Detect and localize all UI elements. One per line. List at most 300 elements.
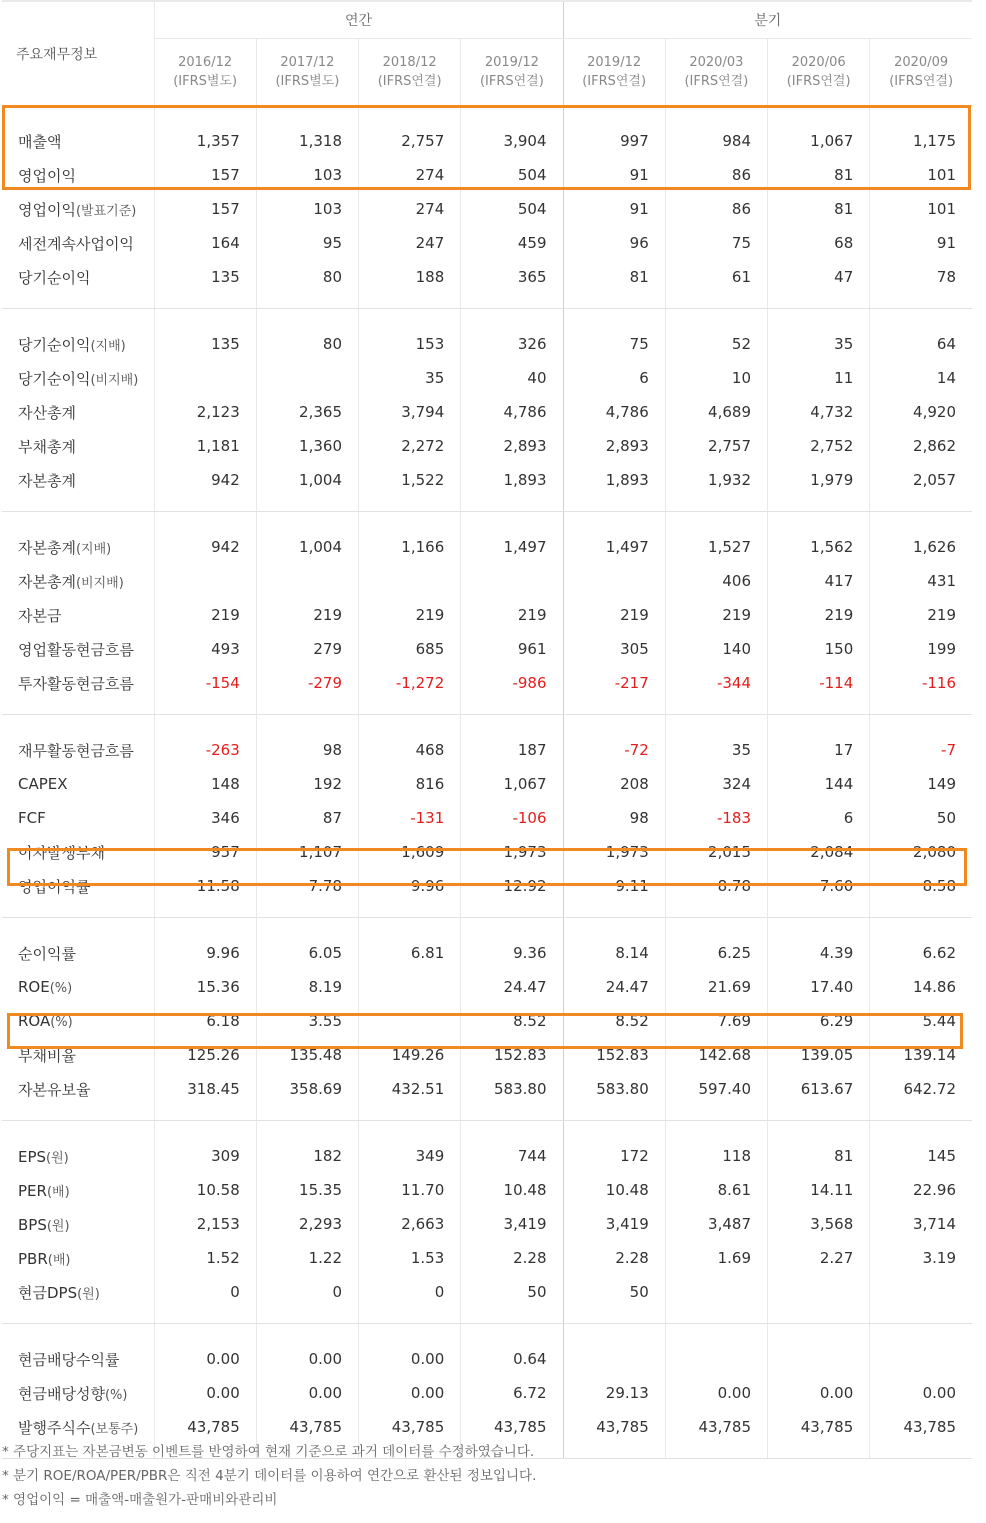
- period-header: [870, 39, 972, 106]
- period-basis: (IFRS연결): [684, 74, 749, 89]
- value-cell: [154, 564, 256, 598]
- table-row: [2, 1207, 972, 1241]
- value-cell: 8.52: [563, 1004, 665, 1038]
- value-cell: 24.47: [563, 970, 665, 1004]
- row-label-main: CAPEX: [18, 775, 68, 793]
- value-cell: 43,785: [359, 1410, 461, 1459]
- value-cell: 318.45: [154, 1072, 256, 1121]
- row-label-main: 영업이익률: [18, 877, 91, 896]
- value-cell: 2,123: [154, 395, 256, 429]
- value-cell: 1,973: [563, 835, 665, 869]
- row-label-main: 매출액: [18, 132, 62, 151]
- table-row: [2, 395, 972, 429]
- row-label: [2, 1275, 154, 1324]
- value-cell: 150: [768, 632, 870, 666]
- value-cell: 187: [461, 715, 563, 768]
- value-cell: 326: [461, 309, 563, 362]
- row-label-main: 현금배당수익률: [18, 1350, 120, 1369]
- value-cell: 8.61: [665, 1173, 767, 1207]
- value-cell: 4,920: [870, 395, 972, 429]
- value-cell: 4,732: [768, 395, 870, 429]
- period-date: 2020/06: [791, 55, 846, 70]
- value-cell: 14.11: [768, 1173, 870, 1207]
- value-cell: 139.05: [768, 1038, 870, 1072]
- value-cell: [359, 564, 461, 598]
- value-cell: 149: [870, 767, 972, 801]
- value-cell: 47: [768, 260, 870, 309]
- value-cell: 3,714: [870, 1207, 972, 1241]
- value-cell: 219: [461, 598, 563, 632]
- value-cell: 101: [870, 192, 972, 226]
- row-label-main: FCF: [18, 809, 46, 827]
- row-label-qualifier: (원): [46, 1150, 69, 1166]
- footnotes: [2, 1440, 536, 1512]
- value-cell: 10.48: [563, 1173, 665, 1207]
- value-cell: 583.80: [563, 1072, 665, 1121]
- row-label-main: 현금배당성향: [18, 1384, 105, 1403]
- value-cell: 80: [256, 309, 358, 362]
- value-cell: 91: [563, 192, 665, 226]
- value-cell: 7.60: [768, 869, 870, 918]
- row-label: [2, 106, 154, 159]
- period-basis: (IFRS별도): [173, 74, 238, 89]
- value-cell: 15.36: [154, 970, 256, 1004]
- row-label-qualifier: (비지배): [90, 372, 139, 388]
- table-row: [2, 918, 972, 971]
- value-cell: 2,153: [154, 1207, 256, 1241]
- value-cell: 199: [870, 632, 972, 666]
- value-cell: 87: [256, 801, 358, 835]
- value-cell: 1,932: [665, 463, 767, 512]
- value-cell: 1,004: [256, 512, 358, 565]
- table-title: 주요재무정보: [2, 1, 154, 106]
- value-cell: 43,785: [154, 1410, 256, 1459]
- row-label-main: 발행주식수: [18, 1418, 91, 1437]
- table-row: [2, 1121, 972, 1174]
- value-cell: 96: [563, 226, 665, 260]
- value-cell: 103: [256, 192, 358, 226]
- value-cell: -72: [563, 715, 665, 768]
- value-cell: 43,785: [665, 1410, 767, 1459]
- value-cell: 219: [256, 598, 358, 632]
- value-cell: 279: [256, 632, 358, 666]
- value-cell: 81: [563, 260, 665, 309]
- value-cell: 3,794: [359, 395, 461, 429]
- value-cell: 6.81: [359, 918, 461, 971]
- value-cell: 2,893: [461, 429, 563, 463]
- value-cell: 1.22: [256, 1241, 358, 1275]
- row-label: [2, 666, 154, 715]
- table-row: [2, 801, 972, 835]
- value-cell: 80: [256, 260, 358, 309]
- value-cell: -279: [256, 666, 358, 715]
- row-label-main: EPS: [18, 1147, 47, 1166]
- value-cell: 1,973: [461, 835, 563, 869]
- value-cell: 1,181: [154, 429, 256, 463]
- value-cell: 961: [461, 632, 563, 666]
- value-cell: 43,785: [461, 1410, 563, 1459]
- row-label-qualifier: (배): [46, 1184, 70, 1200]
- table-row: [2, 463, 972, 512]
- value-cell: 1,893: [461, 463, 563, 512]
- row-label: [2, 309, 154, 362]
- value-cell: 135.48: [256, 1038, 358, 1072]
- value-cell: 6.72: [461, 1376, 563, 1410]
- table-row: [2, 1241, 972, 1275]
- value-cell: 1,067: [768, 106, 870, 159]
- value-cell: 81: [768, 158, 870, 192]
- row-label: [2, 970, 154, 1004]
- value-cell: -183: [665, 801, 767, 835]
- table-row: [2, 158, 972, 192]
- value-cell: 816: [359, 767, 461, 801]
- row-label: [2, 918, 154, 971]
- period-basis: (IFRS연결): [479, 74, 544, 89]
- value-cell: 157: [154, 158, 256, 192]
- value-cell: 1.53: [359, 1241, 461, 1275]
- value-cell: 7.78: [256, 869, 358, 918]
- row-label: [2, 715, 154, 768]
- table-row: [2, 1173, 972, 1207]
- value-cell: 5.44: [870, 1004, 972, 1038]
- value-cell: 8.19: [256, 970, 358, 1004]
- value-cell: 346: [154, 801, 256, 835]
- value-cell: 86: [665, 192, 767, 226]
- value-cell: 40: [461, 361, 563, 395]
- row-label: [2, 463, 154, 512]
- value-cell: 11.70: [359, 1173, 461, 1207]
- table-row: [2, 1324, 972, 1377]
- table-row: [2, 1004, 972, 1038]
- value-cell: -986: [461, 666, 563, 715]
- value-cell: 140: [665, 632, 767, 666]
- table-row: [2, 1072, 972, 1121]
- row-label: [2, 1173, 154, 1207]
- value-cell: 50: [563, 1275, 665, 1324]
- row-label: [2, 1376, 154, 1410]
- value-cell: 1,522: [359, 463, 461, 512]
- row-label-main: 영업이익: [18, 200, 76, 219]
- table-row: [2, 106, 972, 159]
- row-label: [2, 1004, 154, 1038]
- row-label-main: ROA: [18, 1012, 51, 1030]
- value-cell: 0.00: [359, 1324, 461, 1377]
- value-cell: 4,786: [563, 395, 665, 429]
- value-cell: 3,419: [563, 1207, 665, 1241]
- table-row: [2, 309, 972, 362]
- value-cell: 172: [563, 1121, 665, 1174]
- row-label-qualifier: (비지배): [75, 575, 124, 591]
- value-cell: -263: [154, 715, 256, 768]
- value-cell: 2.28: [461, 1241, 563, 1275]
- value-cell: 2,663: [359, 1207, 461, 1241]
- row-label: [2, 835, 154, 869]
- value-cell: -116: [870, 666, 972, 715]
- value-cell: 1,360: [256, 429, 358, 463]
- value-cell: 139.14: [870, 1038, 972, 1072]
- period-basis: (IFRS연결): [582, 74, 647, 89]
- table-row: [2, 192, 972, 226]
- value-cell: 52: [665, 309, 767, 362]
- row-label-qualifier: (원): [77, 1286, 100, 1302]
- value-cell: 182: [256, 1121, 358, 1174]
- value-cell: 188: [359, 260, 461, 309]
- table-row: [2, 1038, 972, 1072]
- row-label-qualifier: (지배): [75, 541, 112, 557]
- value-cell: 0: [256, 1275, 358, 1324]
- value-cell: 11.58: [154, 869, 256, 918]
- value-cell: 78: [870, 260, 972, 309]
- value-cell: 7.69: [665, 1004, 767, 1038]
- value-cell: 0.00: [256, 1324, 358, 1377]
- value-cell: 1,067: [461, 767, 563, 801]
- row-label-main: 당기순이익: [18, 369, 91, 388]
- value-cell: 1,562: [768, 512, 870, 565]
- value-cell: 0.00: [256, 1376, 358, 1410]
- value-cell: 9.96: [154, 918, 256, 971]
- value-cell: 3.55: [256, 1004, 358, 1038]
- row-label-main: PER: [18, 1181, 47, 1200]
- value-cell: 3,419: [461, 1207, 563, 1241]
- value-cell: 2.28: [563, 1241, 665, 1275]
- value-cell: 43,785: [870, 1410, 972, 1459]
- value-cell: [256, 564, 358, 598]
- value-cell: 1,107: [256, 835, 358, 869]
- value-cell: 4,786: [461, 395, 563, 429]
- value-cell: 613.67: [768, 1072, 870, 1121]
- table-row: [2, 632, 972, 666]
- row-label: [2, 226, 154, 260]
- value-cell: [870, 1324, 972, 1377]
- value-cell: 6.62: [870, 918, 972, 971]
- period-header: [154, 39, 256, 106]
- value-cell: 0.64: [461, 1324, 563, 1377]
- table-row: [2, 1275, 972, 1324]
- period-header: [359, 39, 461, 106]
- value-cell: 1,318: [256, 106, 358, 159]
- row-label-main: 영업이익: [18, 166, 76, 185]
- value-cell: 504: [461, 192, 563, 226]
- value-cell: -217: [563, 666, 665, 715]
- value-cell: 0: [359, 1275, 461, 1324]
- value-cell: 8.14: [563, 918, 665, 971]
- value-cell: 81: [768, 1121, 870, 1174]
- row-label: [2, 1207, 154, 1241]
- value-cell: [870, 1275, 972, 1324]
- value-cell: 2,862: [870, 429, 972, 463]
- value-cell: 274: [359, 192, 461, 226]
- value-cell: 9.96: [359, 869, 461, 918]
- value-cell: 17.40: [768, 970, 870, 1004]
- period-date: 2018/12: [382, 55, 437, 70]
- value-cell: 459: [461, 226, 563, 260]
- row-label: [2, 260, 154, 309]
- row-label: [2, 801, 154, 835]
- row-label: [2, 869, 154, 918]
- value-cell: 14: [870, 361, 972, 395]
- value-cell: 208: [563, 767, 665, 801]
- value-cell: 4,689: [665, 395, 767, 429]
- footnote: * 분기 ROE/ROA/PER/PBR은 직전 4분기 데이터를 이용하여 연간으로 환산된 정보입니다.: [2, 1468, 537, 1484]
- value-cell: 9.36: [461, 918, 563, 971]
- row-label: [2, 192, 154, 226]
- value-cell: 61: [665, 260, 767, 309]
- value-cell: [359, 1004, 461, 1038]
- row-label-main: 당기순이익: [18, 335, 91, 354]
- row-label: [2, 395, 154, 429]
- period-date: 2020/09: [894, 55, 949, 70]
- row-label-main: 세전계속사업이익: [18, 234, 134, 253]
- value-cell: 135: [154, 309, 256, 362]
- table-row: [2, 564, 972, 598]
- value-cell: 91: [563, 158, 665, 192]
- value-cell: 8.52: [461, 1004, 563, 1038]
- row-label-main: 자본금: [18, 606, 62, 625]
- value-cell: 2,365: [256, 395, 358, 429]
- value-cell: 1,609: [359, 835, 461, 869]
- value-cell: 86: [665, 158, 767, 192]
- period-basis: (IFRS별도): [275, 74, 340, 89]
- row-label-qualifier: (지배): [90, 338, 126, 354]
- value-cell: 6.25: [665, 918, 767, 971]
- value-cell: 219: [870, 598, 972, 632]
- value-cell: 8.58: [870, 869, 972, 918]
- value-cell: -106: [461, 801, 563, 835]
- value-cell: 50: [870, 801, 972, 835]
- table-row: [2, 835, 972, 869]
- row-label-main: 자본총계: [18, 471, 76, 490]
- value-cell: 0.00: [768, 1376, 870, 1410]
- value-cell: 1,004: [256, 463, 358, 512]
- row-label: [2, 158, 154, 192]
- value-cell: 1,979: [768, 463, 870, 512]
- value-cell: 1,527: [665, 512, 767, 565]
- value-cell: [768, 1275, 870, 1324]
- value-cell: 3,487: [665, 1207, 767, 1241]
- row-label-main: 재무활동현금흐름: [18, 741, 134, 760]
- value-cell: 6.18: [154, 1004, 256, 1038]
- value-cell: 125.26: [154, 1038, 256, 1072]
- row-label-main: 당기순이익: [18, 268, 91, 287]
- table-row: [2, 361, 972, 395]
- value-cell: 942: [154, 512, 256, 565]
- row-label-qualifier: (%): [50, 1015, 73, 1030]
- value-cell: 135: [154, 260, 256, 309]
- row-label-main: 자본유보율: [18, 1080, 91, 1099]
- value-cell: 14.86: [870, 970, 972, 1004]
- value-cell: 35: [359, 361, 461, 395]
- row-label-main: 현금DPS: [18, 1283, 78, 1302]
- row-label-main: 자산총계: [18, 403, 76, 422]
- value-cell: 1,166: [359, 512, 461, 565]
- value-cell: 43,785: [563, 1410, 665, 1459]
- row-label-qualifier: (발표기준): [75, 203, 137, 219]
- value-cell: 2,080: [870, 835, 972, 869]
- value-cell: 8.78: [665, 869, 767, 918]
- value-cell: 75: [665, 226, 767, 260]
- row-label: [2, 361, 154, 395]
- table-row: [2, 226, 972, 260]
- row-label: [2, 767, 154, 801]
- row-label-main: BPS: [18, 1215, 47, 1234]
- period-date: 2017/12: [280, 55, 335, 70]
- value-cell: 2,757: [665, 429, 767, 463]
- value-cell: -1,272: [359, 666, 461, 715]
- value-cell: -344: [665, 666, 767, 715]
- value-cell: 0.00: [154, 1376, 256, 1410]
- row-label: [2, 632, 154, 666]
- period-basis: (IFRS연결): [377, 74, 442, 89]
- value-cell: 349: [359, 1121, 461, 1174]
- value-cell: 432.51: [359, 1072, 461, 1121]
- value-cell: 118: [665, 1121, 767, 1174]
- row-label-main: 부채총계: [18, 437, 76, 456]
- value-cell: 6.05: [256, 918, 358, 971]
- value-cell: 1,626: [870, 512, 972, 565]
- value-cell: 43,785: [256, 1410, 358, 1459]
- value-cell: 1,357: [154, 106, 256, 159]
- value-cell: 2,015: [665, 835, 767, 869]
- row-label: [2, 1324, 154, 1377]
- value-cell: 468: [359, 715, 461, 768]
- value-cell: -131: [359, 801, 461, 835]
- value-cell: 324: [665, 767, 767, 801]
- value-cell: 0.00: [359, 1376, 461, 1410]
- value-cell: 2,293: [256, 1207, 358, 1241]
- value-cell: 95: [256, 226, 358, 260]
- period-header: [256, 39, 358, 106]
- value-cell: [665, 1275, 767, 1324]
- row-label-qualifier: (보통주): [90, 1421, 139, 1437]
- value-cell: 17: [768, 715, 870, 768]
- row-label-main: 자본총계: [18, 572, 76, 591]
- row-label: [2, 1241, 154, 1275]
- row-label-main: 자본총계: [18, 538, 76, 557]
- table-row: [2, 429, 972, 463]
- value-cell: 0.00: [870, 1376, 972, 1410]
- value-cell: -7: [870, 715, 972, 768]
- value-cell: 309: [154, 1121, 256, 1174]
- value-cell: 247: [359, 226, 461, 260]
- table-row: [2, 767, 972, 801]
- value-cell: 1,175: [870, 106, 972, 159]
- value-cell: 942: [154, 463, 256, 512]
- value-cell: 98: [256, 715, 358, 768]
- period-date: 2016/12: [178, 55, 233, 70]
- table-row: [2, 512, 972, 565]
- row-label-main: 순이익률: [18, 944, 76, 963]
- value-cell: 153: [359, 309, 461, 362]
- value-cell: 3,568: [768, 1207, 870, 1241]
- value-cell: 597.40: [665, 1072, 767, 1121]
- value-cell: 431: [870, 564, 972, 598]
- value-cell: [154, 361, 256, 395]
- row-label-main: 영업활동현금흐름: [18, 640, 134, 659]
- value-cell: 1.69: [665, 1241, 767, 1275]
- value-cell: 192: [256, 767, 358, 801]
- value-cell: 10.48: [461, 1173, 563, 1207]
- value-cell: 64: [870, 309, 972, 362]
- value-cell: 2,757: [359, 106, 461, 159]
- period-basis: (IFRS연결): [889, 74, 954, 89]
- row-label: [2, 1121, 154, 1174]
- value-cell: 68: [768, 226, 870, 260]
- value-cell: 219: [154, 598, 256, 632]
- value-cell: 583.80: [461, 1072, 563, 1121]
- value-cell: 35: [768, 309, 870, 362]
- value-cell: [563, 564, 665, 598]
- value-cell: 504: [461, 158, 563, 192]
